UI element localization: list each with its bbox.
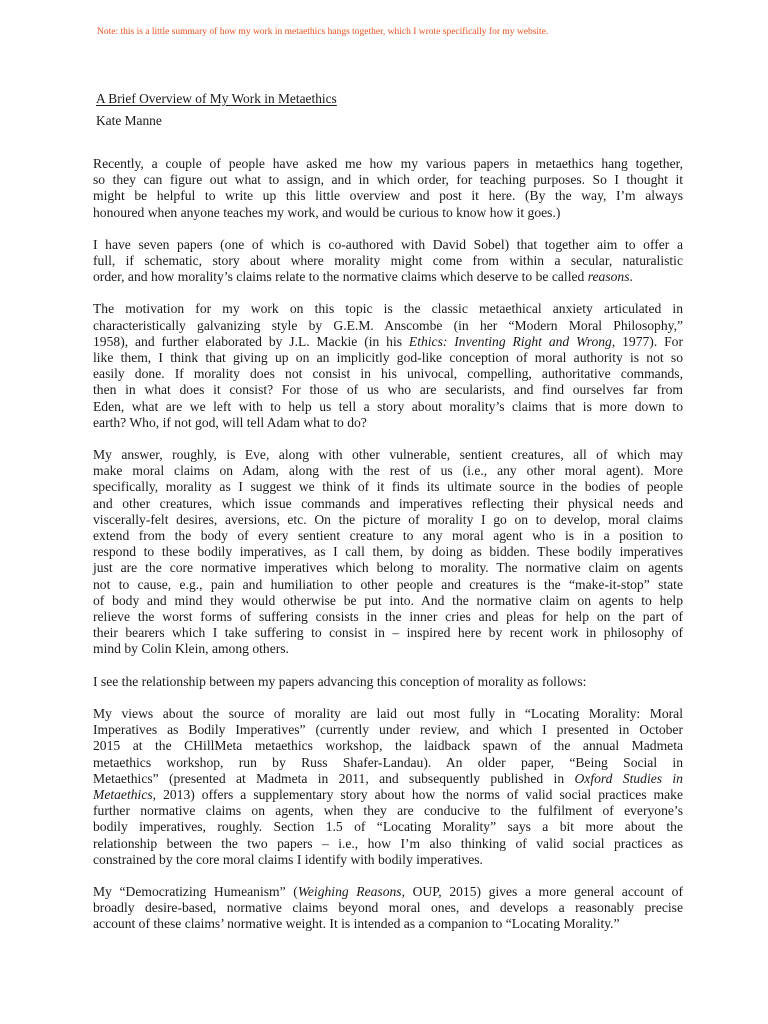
paragraph-line — [93, 479, 683, 495]
paragraph-line — [93, 884, 683, 900]
body-paragraph — [93, 706, 683, 868]
text-run: viscerally-felt desires, aversions, etc. On the picture of morality I go on to develop, moral claims — [93, 511, 683, 527]
paragraph-line — [93, 334, 683, 350]
paragraph-line — [93, 237, 683, 253]
text-run: 1958), and further elaborated by J.L. Mackie (in his — [93, 333, 409, 349]
body-paragraph — [93, 674, 683, 690]
text-run: just are the core normative imperatives which belong to morality. The normative claim on agents — [93, 560, 683, 576]
text-run: and other creatures, which issue commands and imperatives reflecting their physical needs and — [93, 495, 683, 511]
paragraph-line — [93, 463, 683, 479]
paragraph-line — [93, 803, 683, 819]
paragraph-line — [93, 577, 683, 593]
paragraph-line — [93, 836, 683, 852]
text-run: Eden, what are we left with to help us tell a story about morality’s claims that is more down to — [93, 398, 683, 414]
paragraph-line — [93, 512, 683, 528]
paragraph-line — [93, 382, 683, 398]
text-run: relieve the worst forms of suffering consists in the inner cries and pleas for help on the part of — [93, 609, 683, 625]
paragraph-line — [93, 269, 683, 285]
paragraph-line — [93, 544, 683, 560]
paragraph-line — [93, 172, 683, 188]
paragraph-line — [93, 415, 683, 431]
text-run: specifically, morality as I suggest we think of it finds its ultimate source in the bodies of people — [93, 479, 683, 495]
paragraph-line — [93, 447, 683, 463]
italic-text: Metaethics — [93, 786, 153, 802]
text-run: further normative claims on agents, when they are conducive to the fulfilment of everyone’s — [93, 803, 683, 819]
text-run: metaethics workshop, run by Russ Shafer-Landau). An older paper, “Being Social in — [93, 754, 683, 770]
text-run: Metaethics” (presented at Madmeta in 2011, and subsequently published in — [93, 770, 575, 786]
website-note: Note: this is a little summary of how my work in metaethics hangs together, which I wrote specifically for my website. — [97, 27, 549, 37]
paragraph-line — [93, 609, 683, 625]
paragraph-line — [93, 755, 683, 771]
text-run: order, and how morality’s claims relate to the normative claims which deserve to be called — [93, 269, 588, 285]
paragraph-line — [93, 253, 683, 269]
text-run: , 2013) offers a supplementary story about how the norms of valid social practices make — [152, 786, 683, 802]
paragraph-line — [93, 738, 683, 754]
italic-text: reasons — [587, 269, 630, 285]
text-run: , OUP, 2015) gives a more general account of — [401, 883, 683, 899]
body-paragraph — [93, 156, 683, 221]
paragraph-line — [93, 625, 683, 641]
paragraph-line — [93, 560, 683, 576]
paragraph-line — [93, 188, 683, 204]
text-run: 2015 at the CHillMeta metaethics workshop, the laidback spawn of the annual Madmeta — [93, 738, 683, 754]
italic-text: Ethics: Inventing Right and Wrong — [408, 333, 612, 349]
paragraph-line — [93, 318, 683, 334]
text-run: account of these claims’ normative weight. It is intended as a companion to “Locating Morality.” — [93, 916, 620, 932]
document-body — [93, 156, 683, 949]
paragraph-line — [93, 819, 683, 835]
text-run: My answer, roughly, is Eve, along with other vulnerable, sentient creatures, all of which may — [93, 447, 683, 463]
italic-text: Weighing Reasons — [297, 883, 402, 899]
text-run: The motivation for my work on this topic is the classic metaethical anxiety articulated in — [93, 301, 683, 317]
text-run: Imperatives as Bodily Imperatives” (currently under review, and which I presented in October — [93, 722, 683, 738]
text-run: respond to these bodily imperatives, as I call them, by doing as bidden. These bodily imperatives — [93, 544, 683, 560]
paragraph-line — [93, 528, 683, 544]
paragraph-line — [93, 771, 683, 787]
body-paragraph — [93, 447, 683, 658]
text-run: bodily imperatives, roughly. Section 1.5 of “Locating Morality” says a bit more about the — [93, 819, 683, 835]
paragraph-line — [93, 205, 683, 221]
paragraph-line — [93, 722, 683, 738]
text-run: earth? Who, if not god, will tell Adam what to do? — [93, 414, 367, 430]
text-run: their bearers which I take suffering to consist in – inspired here by recent work in philosophy of — [93, 625, 683, 641]
text-run: might be helpful to write up this little overview and post it here. (By the way, I’m always — [93, 188, 683, 204]
paragraph-line — [93, 674, 683, 690]
paragraph-line — [93, 366, 683, 382]
paragraph-line — [93, 641, 683, 657]
text-run: full, if schematic, story about where morality might come from within a secular, naturalistic — [93, 253, 683, 269]
body-paragraph — [93, 237, 683, 286]
body-paragraph — [93, 301, 683, 431]
text-run: honoured when anyone teaches my work, and would be curious to know how it goes.) — [93, 204, 561, 220]
paragraph-line — [93, 399, 683, 415]
paragraph-line — [93, 787, 683, 803]
paragraph-line — [93, 301, 683, 317]
document-title: A Brief Overview of My Work in Metaethics — [96, 91, 337, 106]
body-paragraph — [93, 884, 683, 933]
text-run: easily done. If morality does not consist in his univocal, compelling, authoritative commands, — [93, 366, 683, 382]
text-run: My “Democratizing Humeanism” ( — [93, 883, 298, 899]
italic-text: Oxford Studies in — [574, 770, 683, 786]
text-run: , 1977). For — [611, 333, 683, 349]
text-run: of body and mind they would otherwise be put into. And the normative claim on agents to help — [93, 592, 683, 608]
text-run: relationship between the two papers – i.e., how I’m also thinking of valid social practices as — [93, 835, 683, 851]
paragraph-line — [93, 916, 683, 932]
text-run: then in what does it consist? For those of us who are secularists, and find ourselves far from — [93, 382, 683, 398]
text-run: I see the relationship between my papers advancing this conception of morality as follows: — [93, 673, 587, 689]
paragraph-line — [93, 496, 683, 512]
text-run: broadly desire-based, normative claims beyond moral ones, and develops a reasonably precise — [93, 900, 683, 916]
text-run: characteristically galvanizing style by G.E.M. Anscombe (in her “Modern Moral Philosophy,” — [93, 317, 683, 333]
text-run: extend from the body of every sentient creature to any moral agent who is in a position to — [93, 528, 683, 544]
text-run: I have seven papers (one of which is co-authored with David Sobel) that together aim to offer a — [93, 236, 683, 252]
text-run: constrained by the core moral claims I identify with bodily imperatives. — [93, 851, 483, 867]
text-run: mind by Colin Klein, among others. — [93, 641, 289, 657]
text-run: My views about the source of morality are laid out most fully in “Locating Morality: Moral — [93, 705, 683, 721]
paragraph-line — [93, 156, 683, 172]
text-run: Recently, a couple of people have asked me how my various papers in metaethics hang together, — [93, 156, 683, 171]
text-run: so they can figure out what to assign, and in which order, for teaching purposes. So I thought it — [93, 172, 683, 188]
paragraph-line — [93, 706, 683, 722]
text-run: not to cause, e.g., pain and humiliation to other people and creatures is the “make-it-stop” state — [93, 576, 683, 592]
text-run: like them, I think that giving up on an implicitly god-like conception of moral authority is not so — [93, 350, 683, 366]
paragraph-line — [93, 593, 683, 609]
paragraph-line — [93, 350, 683, 366]
paragraph-line — [93, 852, 683, 868]
text-run: make moral claims on Adam, along with the rest of us (i.e., any other moral agent). More — [93, 463, 683, 479]
paragraph-line — [93, 900, 683, 916]
author-name: Kate Manne — [96, 113, 162, 128]
text-run: . — [629, 269, 633, 285]
